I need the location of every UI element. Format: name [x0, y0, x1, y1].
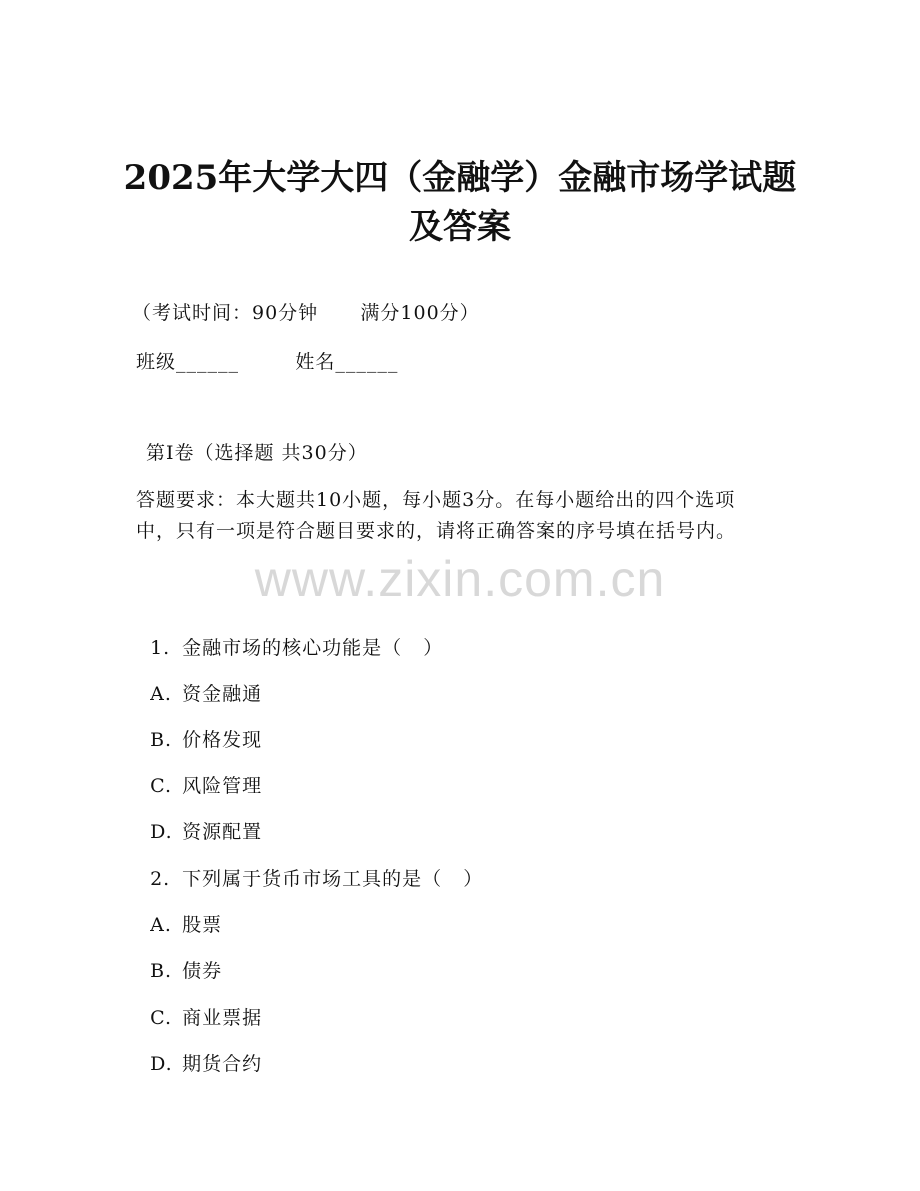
- option-letter: C.: [150, 774, 172, 797]
- option-text: 资金融通: [182, 682, 263, 705]
- option-text: 股票: [182, 913, 223, 936]
- question-1-option-c: [136, 752, 262, 798]
- option-letter: D.: [150, 1052, 173, 1075]
- question-1: [136, 614, 443, 660]
- question-1-option-d: [136, 798, 262, 844]
- option-letter: A.: [150, 913, 172, 936]
- question-text: 下列属于货币市场工具的是（ ）: [182, 867, 484, 890]
- question-text: 金融市场的核心功能是（ ）: [182, 636, 444, 659]
- option-text: 债券: [182, 959, 223, 982]
- option-letter: C.: [150, 1006, 172, 1029]
- document-title-line-2: 及答案: [409, 207, 511, 247]
- option-text: 资源配置: [182, 820, 263, 843]
- question-2-option-b: [136, 937, 222, 983]
- question-2-option-a: [136, 891, 222, 937]
- question-1-option-a: [136, 660, 262, 706]
- option-text: 商业票据: [182, 1006, 263, 1029]
- class-name-field: 班级______ 姓名______: [136, 351, 399, 373]
- document-title-line-1: 2025年大学大四（金融学）金融市场学试题: [123, 158, 797, 198]
- option-letter: B.: [150, 728, 173, 751]
- question-1-option-b: [136, 706, 262, 752]
- question-number: 2.: [150, 867, 171, 890]
- option-letter: D.: [150, 820, 173, 843]
- watermark: www.zixin.com.cn: [254, 551, 666, 607]
- exam-info: （考试时间：90分钟 满分100分）: [132, 302, 480, 324]
- question-2-option-d: [136, 1030, 262, 1076]
- section-heading: 第I卷（选择题 共30分）: [146, 442, 368, 464]
- option-letter: B.: [150, 959, 173, 982]
- question-2-option-c: [136, 984, 262, 1030]
- question-2: [136, 845, 483, 891]
- instructions-line-2: 中，只有一项是符合题目要求的，请将正确答案的序号填在括号内。: [136, 520, 737, 542]
- instructions-line-1: 答题要求：本大题共10小题，每小题3分。在每小题给出的四个选项: [136, 489, 736, 511]
- question-number: 1.: [150, 636, 171, 659]
- option-text: 风险管理: [182, 774, 263, 797]
- option-text: 期货合约: [182, 1052, 263, 1075]
- option-letter: A.: [150, 682, 172, 705]
- option-text: 价格发现: [182, 728, 263, 751]
